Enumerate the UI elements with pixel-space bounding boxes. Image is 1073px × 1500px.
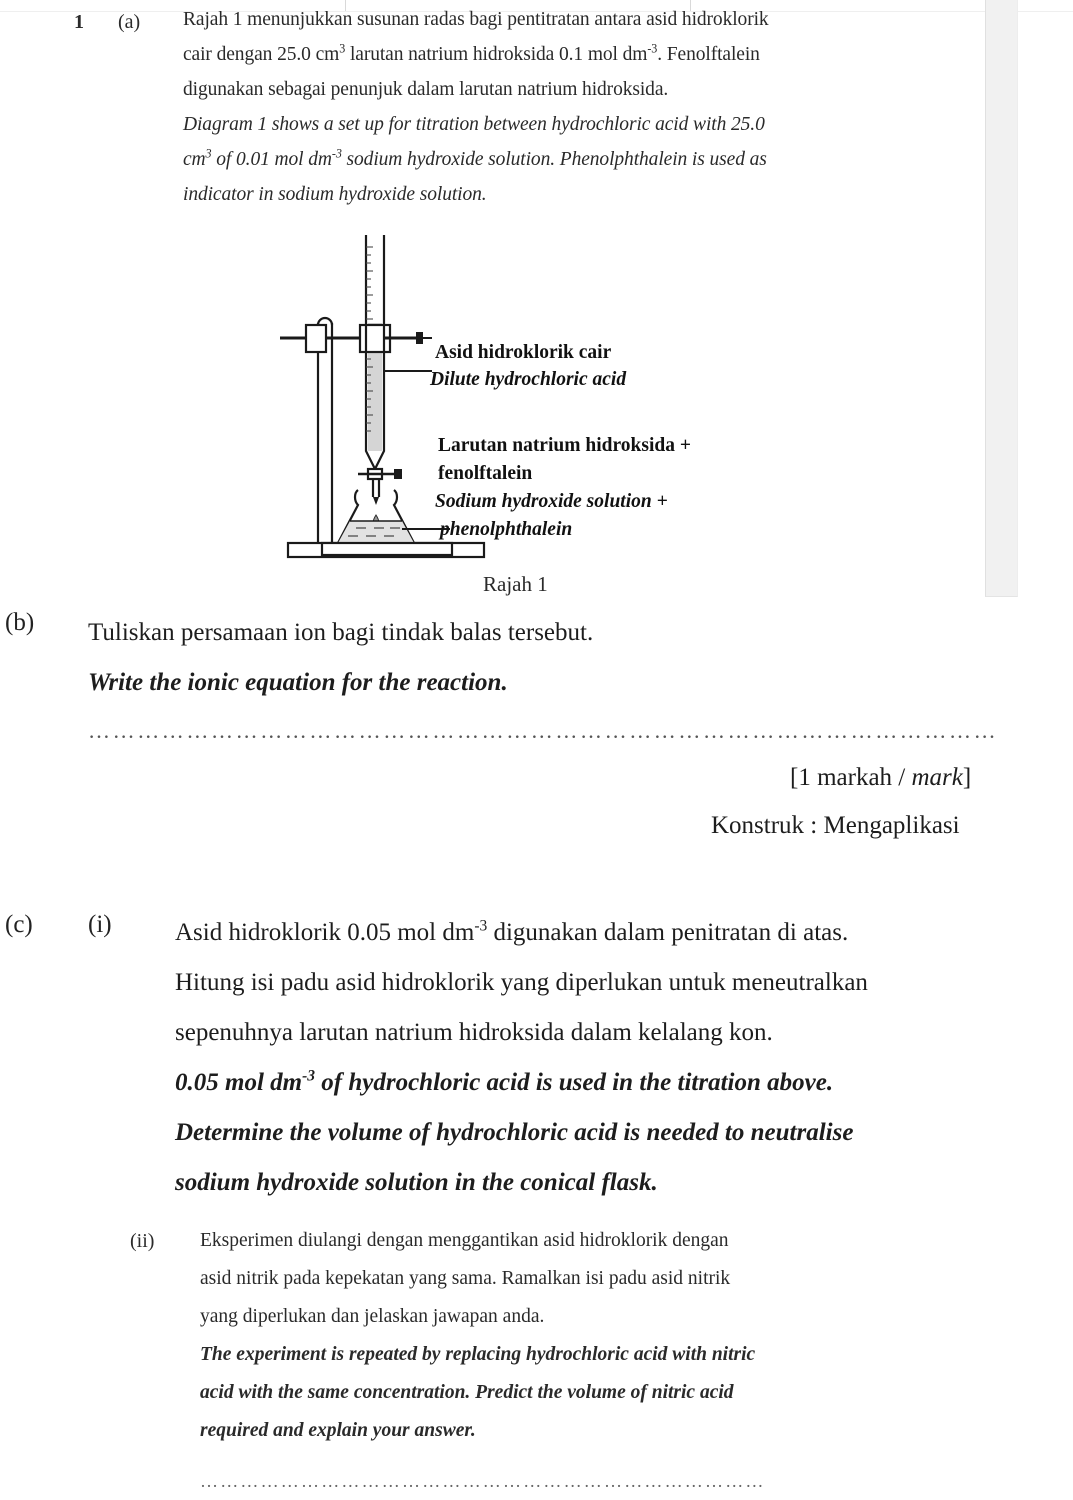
part-c-ii-line-4: The experiment is repeated by replacing hydrochloric acid with nitric xyxy=(200,1344,756,1365)
diagram-caption: Rajah 1 xyxy=(483,572,548,596)
answer-line-c-ii[interactable]: ………………………………………………………………………… xyxy=(200,1473,766,1489)
flask-tile xyxy=(322,543,452,555)
konstruk-label-b: Konstruk : Mengaplikasi xyxy=(711,812,960,839)
part-c-ii-line-1: Eksperimen diulangi dengan menggantikan asid hidroklorik dengan xyxy=(200,1230,729,1251)
part-a-line-2: cair dengan 25.0 $cm^3$ larutan natrium hidroksida 0.1 mol $dm^{-3}$. Fenolftalein xyxy=(183,41,760,65)
label-flask-english-2: phenolphthalein xyxy=(440,519,573,540)
part-c-i-line-4: 0.05 mol $dm^{-3}$ of hydrochloric acid is used in the titration above. xyxy=(175,1067,834,1096)
label-burette-english: Dilute hydrochloric acid xyxy=(430,369,627,390)
part-c-ii-line-3: yang diperlukan dan jelaskan jawapan anda. xyxy=(200,1306,545,1327)
part-a-line-3: digunakan sebagai penunjuk dalam larutan natrium hidroksida. xyxy=(183,79,669,100)
part-b-malay: Tuliskan persamaan ion bagi tindak balas tersebut. xyxy=(88,619,594,646)
stopcock-knob xyxy=(394,469,402,479)
part-c-i-line-2: Hitung isi padu asid hidroklorik yang diperlukan untuk meneutralkan xyxy=(175,969,868,996)
part-b-text xyxy=(88,608,988,708)
question-number: 1 xyxy=(74,11,84,33)
scan-panel-edge xyxy=(985,0,1018,597)
part-a-line-1: Rajah 1 menunjukkan susunan radas bagi pentitratan antara asid hidroklorik xyxy=(183,9,769,30)
part-label-b: (b) xyxy=(5,609,35,636)
part-c-i-line-1: Asid hidroklorik 0.05 mol $dm^{-3}$ digunakan dalam penitratan di atas. xyxy=(175,917,849,946)
part-a-line-5: $cm^3$ of 0.01 mol $dm^{-3}$ sodium hydroxide solution. Phenolphthalein is used as xyxy=(183,146,767,170)
label-flask-malay-1: Larutan natrium hidroksida + xyxy=(438,435,691,456)
part-a-line-4: Diagram 1 shows a set up for titration between hydrochloric acid with 25.0 xyxy=(183,114,765,135)
part-c-i-line-3: sepenuhnya larutan natrium hidroksida dalam kelalang kon. xyxy=(175,1019,773,1046)
titration-diagram xyxy=(280,225,780,565)
marks-allocation-b: [1 markah / mark] xyxy=(790,764,972,791)
label-flask-english-1: Sodium hydroxide solution + xyxy=(435,491,668,512)
flask-liquid-fill xyxy=(338,521,414,543)
answer-line-b[interactable]: ………………………………………………………………………………………………… xyxy=(88,722,999,740)
part-label-c: (c) xyxy=(5,911,33,938)
part-c-ii-line-5: acid with the same concentration. Predict the volume of nitric acid xyxy=(200,1382,734,1403)
part-c-ii-text xyxy=(200,1222,1000,1450)
clamp-arm-tip xyxy=(416,332,423,344)
part-c-ii-line-6: required and explain your answer. xyxy=(200,1420,476,1441)
part-a-text xyxy=(183,2,983,212)
label-burette-malay: Asid hidroklorik cair xyxy=(435,342,612,363)
part-c-i-line-6: sodium hydroxide solution in the conical flask. xyxy=(175,1169,658,1196)
part-c-ii-line-2: asid nitrik pada kepekatan yang sama. Ramalkan isi padu asid nitrik xyxy=(200,1268,731,1289)
burette-acid-fill-taper xyxy=(368,443,382,451)
part-label-c-ii: (ii) xyxy=(130,1230,155,1252)
part-label-c-i: (i) xyxy=(88,911,112,938)
burette-tip-point xyxy=(373,497,379,505)
part-c-i-text xyxy=(175,908,1055,1208)
part-a-line-6: indicator in sodium hydroxide solution. xyxy=(183,184,487,205)
label-flask-malay-2: fenolftalein xyxy=(438,463,533,484)
part-label-a: (a) xyxy=(118,11,141,33)
clamp-boss-stand xyxy=(306,325,326,352)
part-c-i-line-5: Determine the volume of hydrochloric acid is needed to neutralise xyxy=(175,1119,854,1146)
part-b-english: Write the ionic equation for the reaction. xyxy=(88,669,508,696)
